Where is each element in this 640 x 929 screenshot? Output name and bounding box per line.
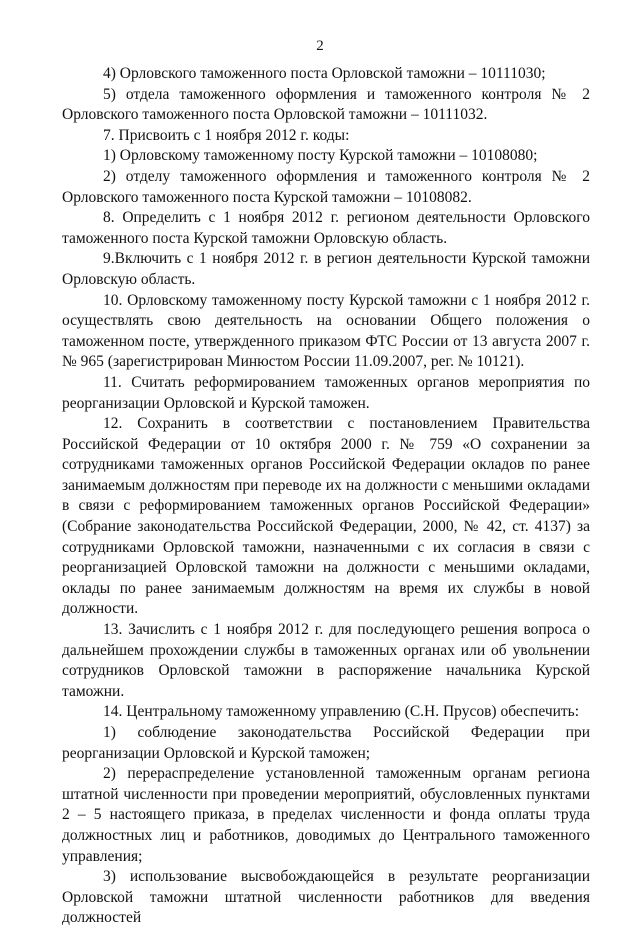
document-body (62, 64, 590, 929)
paragraph: 2) отделу таможенного оформления и таможенного контроля № 2 Орловского таможенного поста Курской таможни – 10108082. (62, 167, 590, 206)
paragraph: 13. Зачислить с 1 ноября 2012 г. для последующего решения вопроса о дальнейшем прохождении службы в таможенных органах или об увольнении сотрудников Орловской таможни в распоряжение начальника Курской таможни. (62, 621, 590, 700)
paragraph: 4) Орловского таможенного поста Орловской таможни – 10111030; (103, 65, 546, 82)
paragraph: 12. Сохранить в соответствии с постановлением Правительства Российской Федерации от 10 октября 2000 г. № 759 «О сохранении за сотрудниками таможенных органов Российской Федерации окладов по ранее занимаемым должностям при переводе их на должности с меньшими окладами в связи с реформированием таможенных органов Российской Федерации» (Собрание законодательства Российской Федерации, 2000, № 42, ст. 4137) за сотрудниками Орловской таможни, назначенными с их согласия в связи с реорганизацией Орловской таможни на должности с меньшими окладами, оклады по ранее занимаемым должностям на время их службы в новой должности. (62, 415, 590, 618)
paragraph: 14. Центральному таможенному управлению (С.Н. Прусов) обеспечить: (103, 703, 580, 721)
page-number: 2 (316, 38, 324, 54)
paragraph: 1) соблюдение законодательства Российской Федерации при реорганизации Орловской и Курской таможен; (62, 724, 590, 762)
paragraph: 8. Определить с 1 ноября 2012 г. регионом деятельности Орловского таможенного поста Курской таможни Орловскую область. (62, 209, 590, 247)
paragraph: 9.Включить с 1 ноября 2012 г. в регион деятельности Курской таможни Орловскую область. (62, 250, 590, 288)
paragraph: 3) использование высвобождающейся в результате реорганизации Орловской таможни штатной численности работников для введения должностей (62, 868, 590, 927)
paragraph: 5) отдела таможенного оформления и таможенного контроля № 2 Орловского таможенного поста Орловской таможни – 10111032. (62, 85, 590, 124)
paragraph: 2) перераспределение установленной таможенным органам региона штатной численности при проведении мероприятий, обусловленных пунктами 2 – 5 настоящего приказа, в пределах численности и фонда оплаты труда должностных лиц и работников, доводимых до Центрального таможенного управления; (62, 765, 590, 865)
paragraph: 11. Считать реформированием таможенных органов мероприятия по реорганизации Орловской и Курской таможен. (62, 373, 590, 412)
paragraph: 1) Орловскому таможенному посту Курской таможни – 10108080; (103, 147, 538, 165)
paragraph: 10. Орловскому таможенному посту Курской таможни с 1 ноября 2012 г. осуществлять свою деятельность на основании Общего положения о таможенном посте, утвержденного приказом ФТС России от 13 августа 2007 г. № 965 (зарегистрирован Минюстом России 11.09.2007, рег. № 10121). (62, 291, 590, 371)
paragraph: 7. Присвоить с 1 ноября 2012 г. коды: (103, 126, 350, 144)
